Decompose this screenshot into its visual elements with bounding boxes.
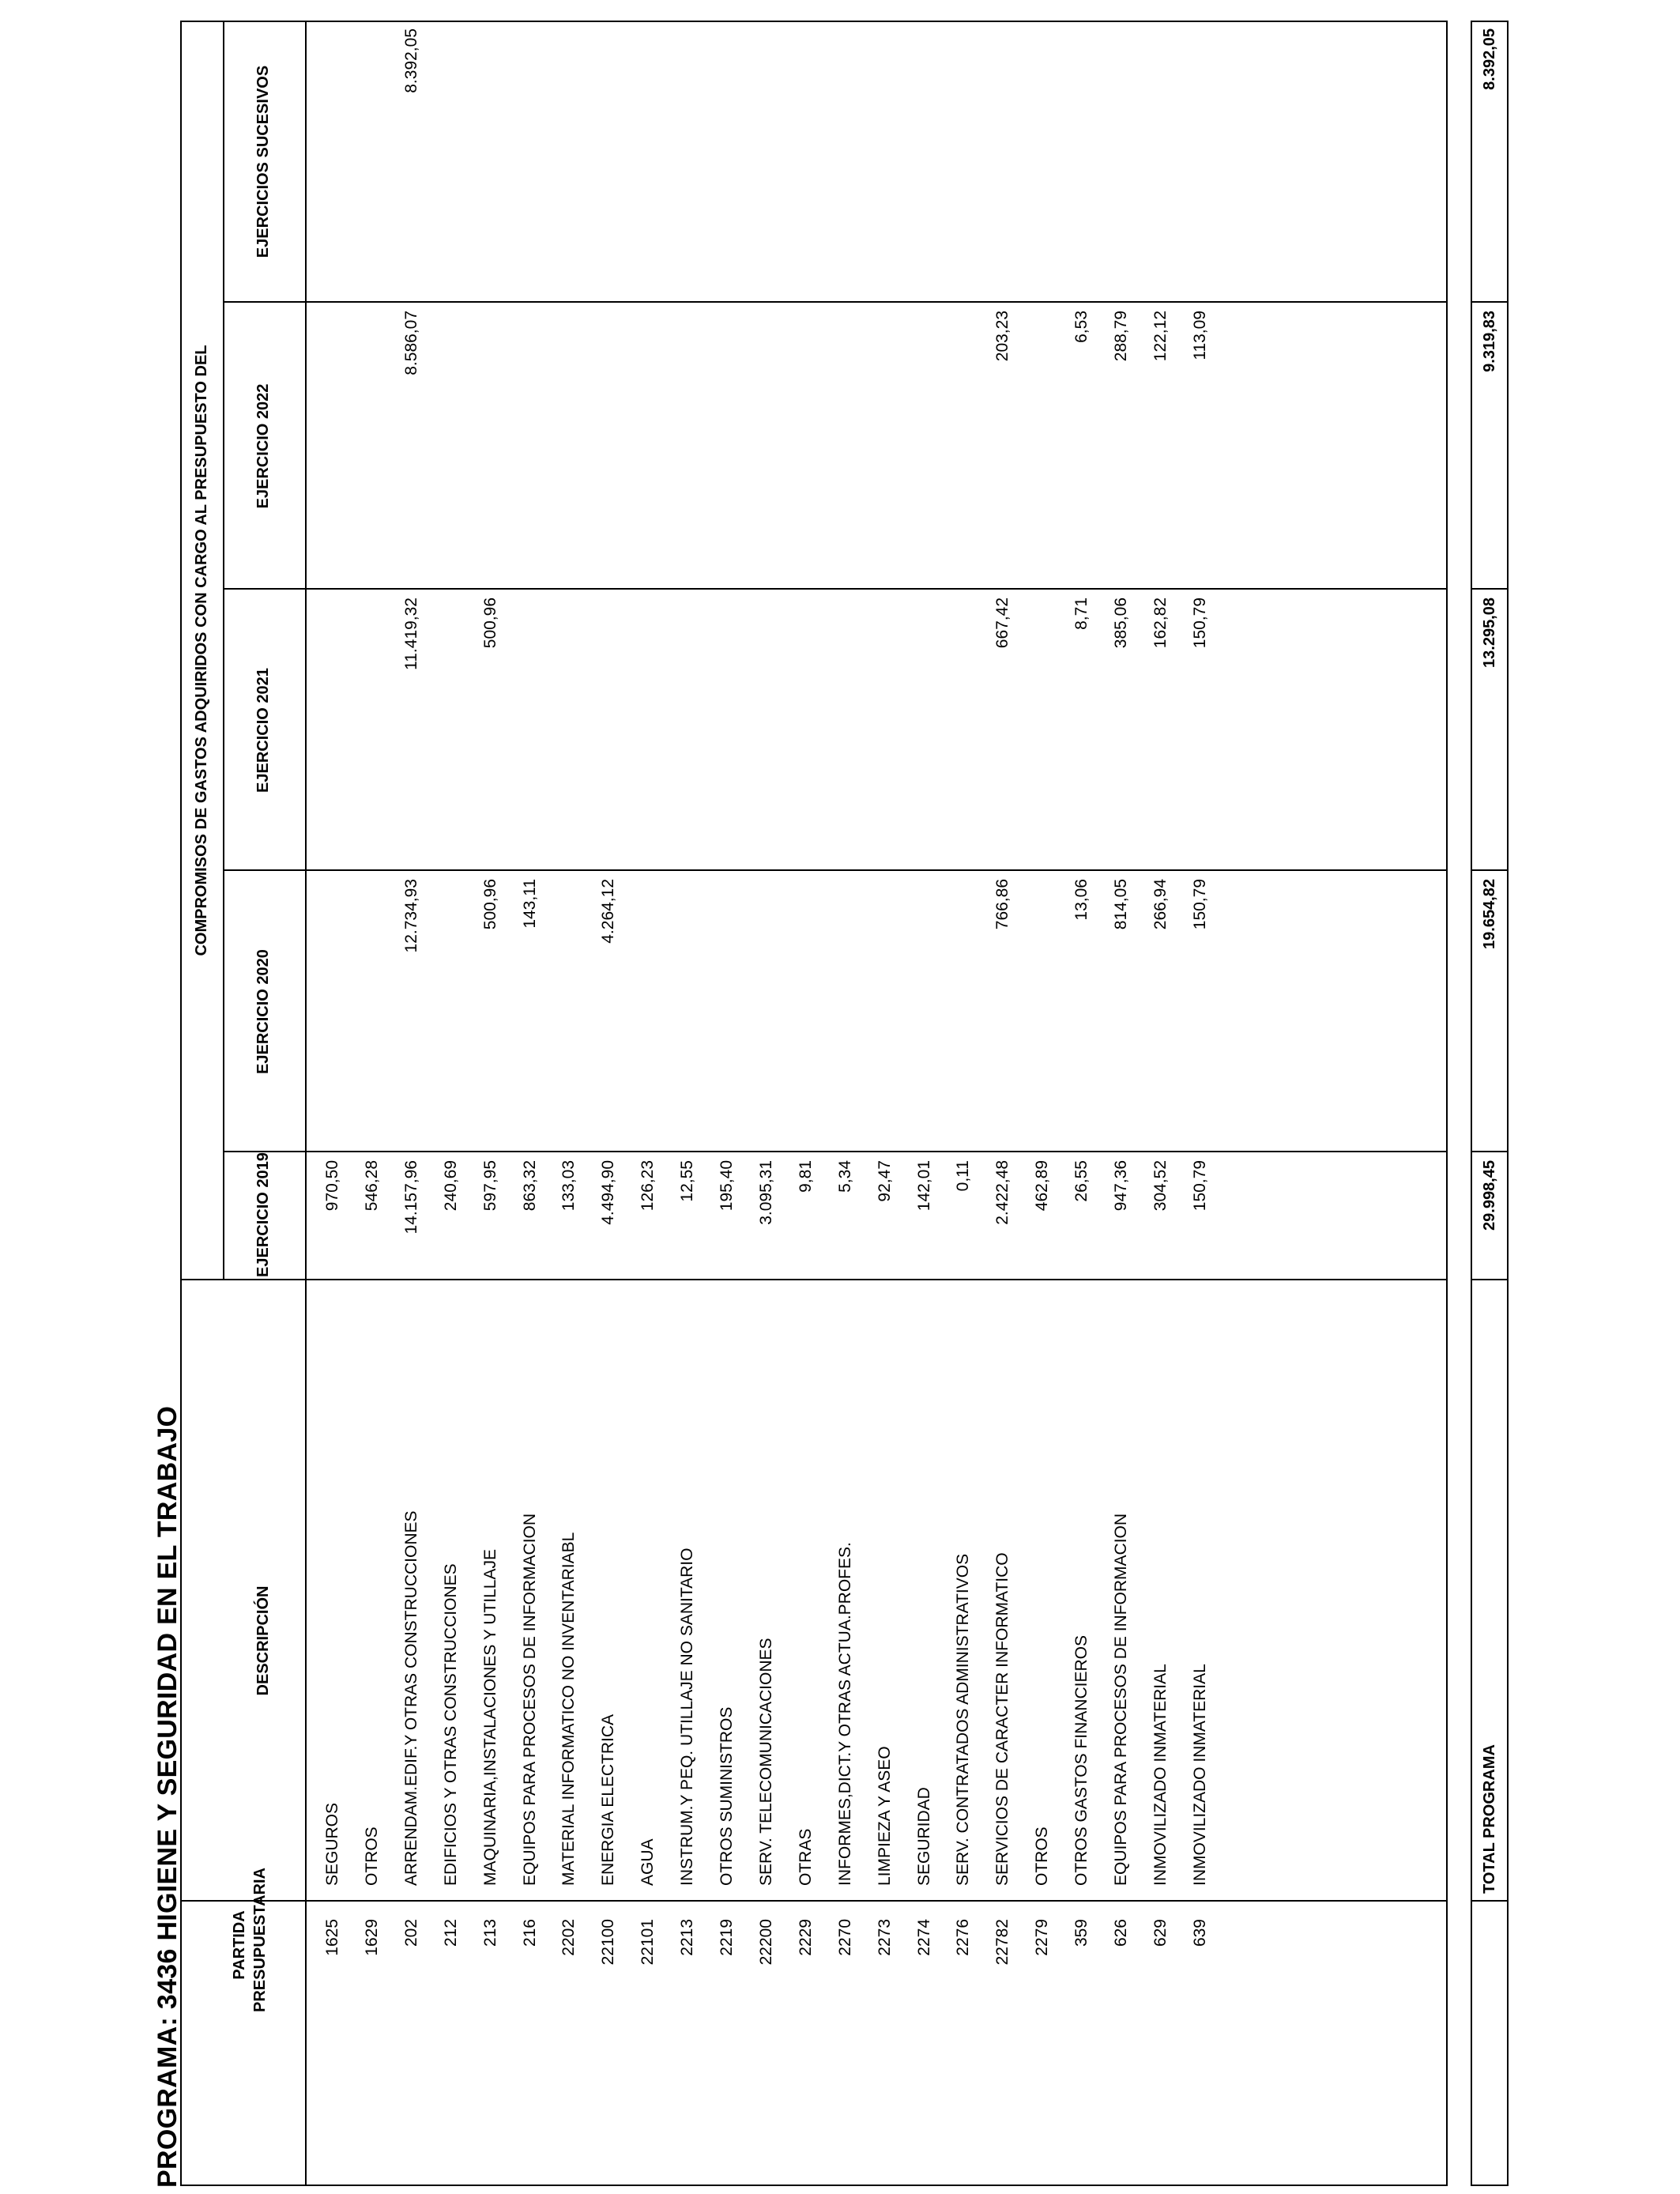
header-ej2019: EJERCICIO 2019 [254, 1152, 272, 1277]
value-2021: 162,82 [1151, 598, 1170, 649]
partida-code: 2270 [835, 1919, 854, 1956]
description: INSTRUM.Y PEQ. UTILLAJE NO SANITARIO [678, 1547, 697, 1886]
value-2020: 12.734,93 [401, 879, 420, 953]
value-2019: 26,55 [1072, 1160, 1091, 1202]
value-2019: 14.157,96 [401, 1160, 420, 1235]
description: SERVICIOS DE CARACTER INFORMATICO [993, 1552, 1012, 1886]
page-title: PROGRAMA: 3436 HIGIENE Y SEGURIDAD EN EL TRABAJO [153, 1405, 183, 2188]
value-2020: 814,05 [1112, 879, 1130, 930]
value-2020: 143,11 [520, 879, 539, 929]
header-sucesivos: EJERCICIOS SUCESIVOS [254, 65, 272, 258]
value-2019: 133,03 [559, 1160, 578, 1212]
partida-code: 22200 [756, 1919, 775, 1966]
value-2019: 142,01 [914, 1160, 933, 1212]
value-2019: 2.422,48 [993, 1160, 1012, 1225]
value-2020: 766,86 [993, 879, 1012, 930]
value-2019: 12,55 [678, 1160, 697, 1202]
value-sucesivos: 8.392,05 [401, 28, 420, 93]
value-2022: 113,09 [1190, 311, 1209, 360]
description: MAQUINARIA,INSTALACIONES Y UTILLAJE [480, 1549, 499, 1886]
description: EDIFICIOS Y OTRAS CONSTRUCCIONES [441, 1563, 460, 1886]
value-2019: 546,28 [362, 1160, 381, 1212]
description: INFORMES,DICT.Y OTRAS ACTUA.PROFES. [835, 1542, 854, 1886]
total-2022: 9.319,83 [1481, 311, 1498, 372]
value-2019: 3.095,31 [756, 1160, 775, 1225]
partida-code: 2202 [559, 1919, 578, 1956]
total-2019: 29.998,45 [1481, 1160, 1498, 1231]
partida-code: 2219 [718, 1919, 736, 1956]
value-2021: 8,71 [1072, 598, 1091, 630]
description: SERV. TELECOMUNICACIONES [756, 1638, 775, 1886]
total-2021: 13.295,08 [1481, 598, 1498, 668]
value-2021: 11.419,32 [401, 598, 420, 670]
value-2019: 240,69 [441, 1160, 460, 1212]
value-2019: 126,23 [638, 1160, 657, 1212]
description: INMOVILIZADO INMATERIAL [1190, 1664, 1209, 1886]
description: OTROS SUMINISTROS [718, 1706, 736, 1886]
partida-code: 1629 [362, 1919, 381, 1956]
value-2019: 92,47 [875, 1160, 894, 1202]
description: INMOVILIZADO INMATERIAL [1151, 1664, 1170, 1886]
total-label: TOTAL PROGRAMA [1481, 1744, 1498, 1894]
value-2019: 947,36 [1112, 1160, 1130, 1212]
partida-code: 2213 [678, 1919, 697, 1956]
value-2022: 288,79 [1112, 311, 1130, 362]
value-2019: 304,52 [1151, 1160, 1170, 1212]
description: SEGURIDAD [914, 1787, 933, 1886]
partida-code: 22782 [993, 1919, 1012, 1966]
header-partida: PARTIDA PRESUPUESTARIA [231, 1868, 269, 2012]
description: OTRAS [796, 1828, 815, 1886]
value-2020: 266,94 [1151, 879, 1170, 930]
value-2019: 0,11 [954, 1160, 973, 1192]
partida-code: 212 [441, 1919, 460, 1947]
description: SERV. CONTRATADOS ADMINISTRATIVOS [954, 1553, 973, 1886]
partida-code: 2279 [1033, 1919, 1052, 1956]
total-2020: 19.654,82 [1481, 879, 1498, 949]
value-2022: 6,53 [1072, 311, 1091, 343]
value-2021: 500,96 [480, 598, 499, 649]
value-2022: 122,12 [1151, 311, 1170, 362]
value-2020: 13,06 [1072, 879, 1091, 921]
partida-code: 2229 [796, 1919, 815, 1956]
header-ej2021: EJERCICIO 2021 [254, 668, 272, 793]
value-2020: 500,96 [480, 879, 499, 930]
partida-code: 216 [520, 1919, 539, 1947]
value-2021: 385,06 [1112, 598, 1130, 649]
value-2019: 597,95 [480, 1160, 499, 1212]
partida-code: 626 [1112, 1919, 1130, 1947]
description: ARRENDAM.EDIF.Y OTRAS CONSTRUCCIONES [401, 1510, 420, 1886]
description: SEGUROS [323, 1802, 341, 1886]
value-2020: 150,79 [1190, 879, 1209, 930]
description: EQUIPOS PARA PROCESOS DE INFORMACION [1112, 1513, 1130, 1886]
header-ej2022: EJERCICIO 2022 [254, 383, 272, 509]
partida-code: 2276 [954, 1919, 973, 1956]
header-ej2020: EJERCICIO 2020 [254, 949, 272, 1074]
value-2019: 150,79 [1190, 1160, 1209, 1212]
total-sucesivos: 8.392,05 [1481, 28, 1498, 90]
value-2019: 4.494,90 [599, 1160, 618, 1225]
description: AGUA [638, 1838, 657, 1886]
value-2019: 5,34 [835, 1160, 854, 1193]
partida-code: 213 [480, 1919, 499, 1947]
partida-code: 359 [1072, 1919, 1091, 1947]
value-2019: 462,89 [1033, 1160, 1052, 1212]
value-2021: 150,79 [1190, 598, 1209, 649]
description: OTROS [1033, 1826, 1052, 1886]
description: OTROS [362, 1826, 381, 1886]
partida-code: 629 [1151, 1919, 1170, 1947]
value-2021: 667,42 [993, 598, 1012, 649]
value-2020: 4.264,12 [599, 879, 618, 944]
header-compromisos: COMPROMISOS DE GASTOS ADQUIRIDOS CON CARGO AL PRESUPUESTO DEL [193, 345, 210, 956]
value-2019: 863,32 [520, 1160, 539, 1212]
partida-code: 2273 [875, 1919, 894, 1956]
description: ENERGIA ELECTRICA [599, 1713, 618, 1886]
header-descripcion: DESCRIPCIÓN [254, 1585, 272, 1696]
description: OTROS GASTOS FINANCIEROS [1072, 1635, 1091, 1886]
value-2022: 203,23 [993, 311, 1012, 362]
partida-code: 22100 [599, 1919, 618, 1966]
value-2019: 195,40 [718, 1160, 736, 1212]
value-2019: 970,50 [323, 1160, 341, 1212]
partida-code: 1625 [323, 1919, 341, 1956]
value-2019: 9,81 [796, 1160, 815, 1193]
partida-code: 639 [1190, 1919, 1209, 1947]
partida-code: 22101 [638, 1919, 657, 1966]
partida-code: 2274 [914, 1919, 933, 1956]
description: MATERIAL INFORMATICO NO INVENTARIABL [559, 1532, 578, 1886]
value-2022: 8.586,07 [401, 311, 420, 375]
description: EQUIPOS PARA PROCESOS DE INFORMACION [520, 1513, 539, 1886]
partida-code: 202 [401, 1919, 420, 1947]
description: LIMPIEZA Y ASEO [875, 1746, 894, 1886]
